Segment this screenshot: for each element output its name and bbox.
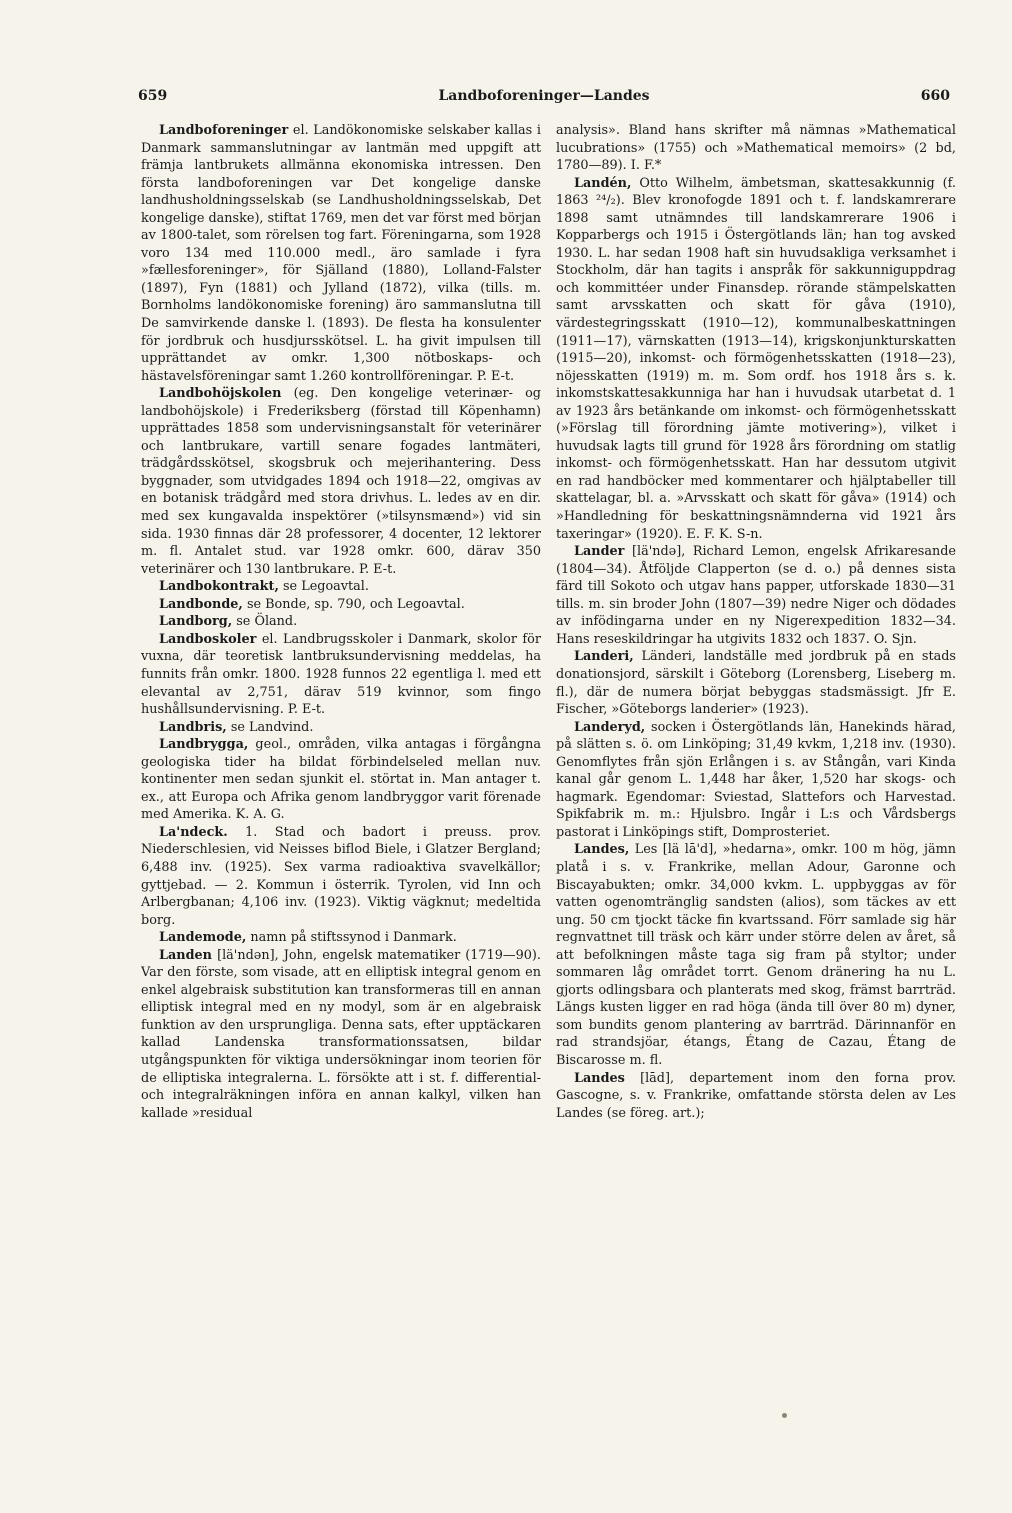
entry-text: se Legoavtal.	[278, 579, 369, 595]
entry-text: se Bonde, sp. 790, och Legoavtal.	[242, 596, 465, 612]
headword: Landbokontrakt,	[159, 579, 279, 595]
entry-landen-continued	[556, 122, 956, 175]
headword: Landborg,	[159, 614, 233, 630]
headword: Landbohöjskolen	[159, 386, 282, 402]
entry-landen-otto	[556, 175, 956, 543]
entry-text: Otto Wilhelm, ämbetsman, skattesakkunnig (f. 1863 ²⁴/₂). Blev kronofogde 1891 och t. f. landskamrerare 1898 samt utnämndes till landskamrerare 1906 i Kopparbergs och 1915 i Östergötlands län; han tog avsked 1930. L. har sedan 1908 haft sin huvudsakliga verksamhet i Stockholm, där han tagits i anspråk för sakkunniguppdrag och kommittéer under Finansdep. rörande stämpelskatten samt arvsskatten och skatt för gåva (1910), värdestegringsskatt (1910—12), kommunalbeskattningen (1911—17), värnskatten (1913—14), krigskonjunkturskatten (1915—20), inkomst- och förmögenhetsskatten (1918—23), nöjesskatten (1919) m. m. Som ordf. hos 1918 års s. k. inkomstskattesakkunniga har han i huvudsak utarbetat d. 1 av 1923 års betänkande om inkomst- och förmögenhetsskatt (»Förslag till förordning jämte motivering»), vilket i huvudsak lagts till grund för 1928 års förordning om statlig inkomst- och förmögenhetsskatt. Han har dessutom utgivit en rad handböcker med kommentarer och hjälptabeller till skattelagar, bl. a. »Arvsskatt och skatt för gåva» (1914) och »Handledning för beskattningsnämnderna vid 1921 års taxeringar» (1920). E. F. K. S-n.	[556, 175, 956, 542]
entry-text: [lä'ndə], Richard Lemon, engelsk Afrikaresande (1804—34). Åtföljde Clapperton (se d. o.) på dennes sista färd till Sokoto och utgav hans papper, utforskade 1830—31 tills. m. sin broder John (1807—39) nedre Niger och dödades av infödingarna under en ny Nigerexpedition 1832—34. Hans reseskildringar ha utgivits 1832 och 1837. O. Sjn.	[556, 544, 956, 647]
headword: La'ndeck.	[159, 824, 228, 840]
entry-landbrygga	[141, 736, 541, 824]
entry-text: analysis». Bland hans skrifter må nämnas »Mathematical lucubrations» (1755) och »Mathematical memoirs» (2 bd, 1780—89). I. F.*	[556, 123, 956, 174]
entry-text: se Öland.	[232, 614, 298, 630]
headword: Landboforeninger	[159, 123, 289, 138]
page-number-right: 660	[920, 88, 950, 104]
headword: Landén,	[574, 175, 632, 191]
entry-landbokontrakt	[141, 578, 541, 596]
entry-text: socken i Östergötlands län, Hanekinds härad, på slätten s. ö. om Linköping; 31,49 kvkm, 1,218 inv. (1930). Genomflytes från sjön Erlången i s. av Stångån, vari Kinda kanal går genom L. 1,448 har åker, 1,520 har skogs- och hagmark. Egendomar: Sviestad, Slattefors och Harvestad. Spikfabrik m. m.: Hjulsbro. Ingår i L:s och Vårdsbergs pastorat i Linköpings stift, Domprosteriet.	[556, 719, 956, 840]
entry-landboskoler	[141, 631, 541, 719]
headword: Lander	[574, 544, 625, 560]
entry-text: (eg. Den kongelige veterinær- og landbohöjskole) i Frederiksberg (förstad till Köpenhamn) upprättades 1858 som undervisningsanstalt för veterinärer och lantbrukare, vartill senare fogades lantmäteri, trädgårdsskötsel, skogsbruk och mejerihantering. Dess byggnader, som utvidgades 1894 och 1918—22, omgivas av en botanisk trädgård med stora drivhus. L. ledes av en dir. med sex kungavalda inspektörer (»tilsynsmænd») vid sin sida. 1930 finnas där 28 professorer, 4 docenter, 12 lektorer m. fl. Antalet stud. var 1928 omkr. 600, därav 350 veterinärer och 130 lantbrukare. P. E-t.	[141, 386, 541, 577]
headword: Landboskoler	[159, 631, 257, 647]
entry-landbonde	[141, 596, 541, 614]
right-column	[556, 122, 956, 1402]
entry-landeck	[141, 824, 541, 929]
entry-text: [lād], departement inom den forna prov. Gascogne, s. v. Frankrike, omfattande största delen av Les Landes (se föreg. art.);	[556, 1070, 956, 1121]
headword: Landes,	[574, 842, 630, 858]
page-header	[138, 88, 950, 112]
entry-text: el. Landbrugsskoler i Danmark, skolor för vuxna, där teoretisk lantbruksundervisning meddelas, ha funnits från omkr. 1800. 1928 funnos 22 egentliga l. med ett elevantal av 2,751, därav 519 kvinnor, som fingo hushållsundervisning. P. E-t.	[141, 631, 541, 718]
entry-landbris	[141, 719, 541, 737]
entry-landbohojskolen	[141, 385, 541, 578]
entry-landeryd	[556, 719, 956, 842]
entry-text: namn på stiftssynod i Danmark.	[246, 930, 457, 946]
entry-landemode	[141, 929, 541, 947]
headword: Landes	[574, 1070, 625, 1086]
headword: Landbris,	[159, 719, 227, 735]
headword: Landbonde,	[159, 596, 243, 612]
headword: Landen	[159, 947, 212, 963]
entry-landeri	[556, 648, 956, 718]
entry-text: Länderi, landställe med jordbruk på en stads donationsjord, särskilt i Göteborg (Lorensberg, Liseberg m. fl.), där de numera börjat bebyggas stadsmässigt. Jfr E. Fischer, »Göteborgs landerier» (1923).	[556, 649, 956, 718]
entry-landborg	[141, 613, 541, 631]
entry-text: 1. Stad och badort i preuss. prov. Niederschlesien, vid Neisses biflod Biele, i Glatzer Bergland; 6,488 inv. (1925). Sex varma radioaktiva svavelkällor; gyttjebad. — 2. Kommun i österrik. Tyrolen, vid Inn och Arlbergbanan; 4,106 inv. (1923). Viktig vägknut; medeltida borg.	[141, 824, 541, 928]
entry-text: Les [lä lā'd], »hedarna», omkr. 100 m hög, jämn platå i s. v. Frankrike, mellan Adour, Garonne och Biscayabukten; omkr. 34,000 kvkm. L. uppbyggas av för vatten ogenomtränglig sandsten (alios), som täckes av ett ung. 50 cm tjockt täcke fin kvartssand. Förr samlade sig här regnvattnet till träsk och kärr under större delen av året, så att befolkningen måste taga sig fram på styltor; under sommaren låg området torrt. Genom dränering ha nu L. gjorts odlingsbara och planterats med skog, främst barrträd. Längs kusten ligger en rad höga (ända till över 80 m) dyner, som bundits genom plantering av barrträd. Därinnanför en rad strandsjöar, étangs, Étang de Cazau, Étang de Biscarosse m. fl.	[556, 842, 956, 1068]
entry-text: se Landvind.	[226, 719, 314, 735]
entry-landes-les	[556, 841, 956, 1069]
entry-text: geol., områden, vilka antagas i förgångna geologiska tider ha bildat förbindelseled mellan nuv. kontinenter men sedan sjunkit el. störtat in. Man antager t. ex., att Europa och Afrika genom landbryggor varit förenade med Amerika. K. A. G.	[141, 737, 541, 823]
headword: Landemode,	[159, 930, 247, 946]
entry-landes-departement	[556, 1070, 956, 1123]
headword: Landeri,	[574, 649, 634, 665]
headword: Landeryd,	[574, 719, 646, 735]
ink-speck	[782, 1413, 787, 1418]
headword: Landbrygga,	[159, 737, 249, 753]
entry-landen	[141, 947, 541, 1122]
entry-text: [lä'ndən], John, engelsk matematiker (1719—90). Var den förste, som visade, att en elliptisk integral genom en enkel algebraisk substitution kan transformeras till en annan elliptisk integral med en ny modyl, som är en algebraisk funktion av den ursprungliga. Denna sats, efter upptäckaren kallad Landenska transformationssatsen, bildar utgångspunkten för viktiga undersökningar inom teorien för de elliptiska integralerna. L. försökte att i st. f. differential- och integralräkningen införa en annan kalkyl, vilken han kallade »residual	[141, 947, 541, 1121]
running-head: Landboforeninger—Landes	[438, 88, 650, 104]
left-column	[141, 122, 541, 1402]
page-number-left: 659	[138, 88, 168, 104]
entry-landboforeninger	[141, 122, 541, 385]
entry-lander	[556, 543, 956, 648]
entry-text: el. Landökonomiske selskaber kallas i Danmark sammanslutningar av lantmän med uppgift att främja lantbrukets allmänna ekonomiska intressen. Den första landboforeningen var Det kongelige danske landhusholdningsselskab (se Landhusholdningsselskab, Det kongelige danske), stiftat 1769, men det var först med början av 1800-talet, som rörelsen tog fart. Föreningarna, som 1928 voro 134 med 110.000 medl., äro samlade i fyra »fællesforeninger», för Själland (1880), Lolland-Falster (1897), Fyn (1881) och Jylland (1872), vilka (tills. m. Bornholms landökonomiske forening) äro sammanslutna till De samvirkende danske l. (1893). De flesta ha konsulenter för jordbruk och husdjursskötsel. L. ha givit impulsen till upprättandet av omkr. 1,300 nötboskaps- och hästavelsföreningar samt 1.260 kontrollföreningar. P. E-t.	[141, 123, 541, 384]
